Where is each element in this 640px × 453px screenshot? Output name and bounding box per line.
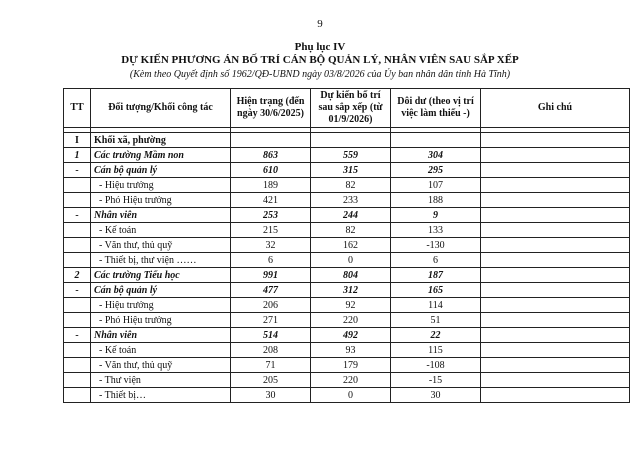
cell-note [481,388,630,403]
document-title: DỰ KIẾN PHƯƠNG ÁN BỐ TRÍ CÁN BỘ QUẢN LÝ, NHÂN VIÊN SAU SẮP XẾP [121,54,519,66]
header-note: Ghi chú [481,89,630,128]
table-row [64,343,630,358]
header-planned: Dự kiến bố trí sau sắp xếp (từ 01/9/2026) [311,89,391,128]
cell-subject: Cán bộ quản lý [91,163,231,178]
cell-surplus: 114 [391,298,481,313]
cell-current: 6 [231,253,311,268]
cell-current: 30 [231,388,311,403]
cell-tt: - [64,163,91,178]
cell-current: 610 [231,163,311,178]
cell-current: 991 [231,268,311,283]
cell-planned: 804 [311,268,391,283]
cell-planned: 220 [311,313,391,328]
cell-current: 253 [231,208,311,223]
cell-current: 421 [231,193,311,208]
cell-planned: 220 [311,373,391,388]
cell-current: 206 [231,298,311,313]
cell-planned: 82 [311,223,391,238]
cell-tt [64,358,91,373]
cell-subject: - Hiệu trưởng [91,298,231,313]
table-row [64,163,630,178]
cell-subject: Các trường Tiểu học [91,268,231,283]
cell-note [481,238,630,253]
cell-subject: - Thư viện [91,373,231,388]
cell-subject: Nhân viên [91,208,231,223]
cell-subject: - Kế toán [91,343,231,358]
cell-surplus: 22 [391,328,481,343]
cell-tt: 1 [64,148,91,163]
cell-surplus: 30 [391,388,481,403]
cell-note [481,178,630,193]
cell-surplus: 107 [391,178,481,193]
cell-planned: 315 [311,163,391,178]
cell-subject: - Văn thư, thủ quỹ [91,238,231,253]
cell-surplus: 133 [391,223,481,238]
table-row [64,388,630,403]
table-row [64,298,630,313]
table-row [64,148,630,163]
cell-note [481,148,630,163]
cell-tt [64,253,91,268]
cell-note [481,373,630,388]
cell-tt [64,298,91,313]
cell-tt [64,343,91,358]
cell-note [481,313,630,328]
cell-current: 189 [231,178,311,193]
cell-tt [64,193,91,208]
cell-note [481,298,630,313]
table-row [64,373,630,388]
table-row [64,268,630,283]
cell-surplus: -130 [391,238,481,253]
cell-current: 863 [231,148,311,163]
cell-subject: - Thiết bị, thư viện …… [91,253,231,268]
appendix-label: Phụ lục IV [294,41,346,53]
cell-current: 208 [231,343,311,358]
cell-planned: 244 [311,208,391,223]
cell-tt: 2 [64,268,91,283]
cell-tt [64,313,91,328]
table-row [64,193,630,208]
cell-planned: 233 [311,193,391,208]
table-row [64,283,630,298]
cell-current: 271 [231,313,311,328]
cell-surplus: -108 [391,358,481,373]
cell-note [481,283,630,298]
table-header-row [64,89,630,128]
table-row [64,223,630,238]
cell-surplus: -15 [391,373,481,388]
cell-subject: - Văn thư, thủ quỹ [91,358,231,373]
cell-surplus: 51 [391,313,481,328]
cell-current: 32 [231,238,311,253]
cell-surplus: 115 [391,343,481,358]
cell-subject: - Phó Hiệu trưởng [91,313,231,328]
cell-tt [64,178,91,193]
cell-current: 71 [231,358,311,373]
cell-subject: - Hiệu trưởng [91,178,231,193]
cell-tt: I [64,133,91,148]
cell-note [481,253,630,268]
cell-planned: 93 [311,343,391,358]
document-subtitle: (Kèm theo Quyết định số 1962/QĐ-UBND ngày 03/8/2026 của Ủy ban nhân dân tỉnh Hà Tĩnh) [129,69,511,80]
cell-planned: 492 [311,328,391,343]
cell-note [481,328,630,343]
table-row [64,358,630,373]
table-body [64,128,630,403]
cell-tt [64,223,91,238]
header-current: Hiện trạng (đến ngày 30/6/2025) [231,89,311,128]
cell-planned: 162 [311,238,391,253]
cell-planned: 0 [311,253,391,268]
cell-tt [64,388,91,403]
table-row [64,238,630,253]
cell-surplus: 187 [391,268,481,283]
cell-subject: - Thiết bị… [91,388,231,403]
cell-note [481,133,630,148]
cell-surplus: 295 [391,163,481,178]
header-surplus: Dôi dư (theo vị trí việc làm thiếu -) [391,89,481,128]
cell-current: 205 [231,373,311,388]
table-row [64,328,630,343]
cell-surplus: 304 [391,148,481,163]
cell-tt: - [64,328,91,343]
cell-surplus: 188 [391,193,481,208]
cell-tt: - [64,283,91,298]
cell-note [481,193,630,208]
cell-planned: 92 [311,298,391,313]
cell-planned: 179 [311,358,391,373]
table-row [64,253,630,268]
cell-planned: 0 [311,388,391,403]
cell-subject: Khối xã, phường [91,133,231,148]
cell-current [231,133,311,148]
page-number: 9 [317,18,323,30]
cell-surplus: 165 [391,283,481,298]
cell-subject: Cán bộ quản lý [91,283,231,298]
cell-subject: Các trường Mầm non [91,148,231,163]
cell-current: 514 [231,328,311,343]
table-row [64,313,630,328]
cell-note [481,163,630,178]
cell-subject: - Kế toán [91,223,231,238]
cell-planned: 312 [311,283,391,298]
staffing-table [63,88,630,403]
cell-planned: 559 [311,148,391,163]
cell-surplus: 9 [391,208,481,223]
cell-subject: Nhân viên [91,328,231,343]
cell-note [481,208,630,223]
cell-note [481,268,630,283]
table-row [64,133,630,148]
cell-tt [64,373,91,388]
cell-note [481,358,630,373]
cell-current: 215 [231,223,311,238]
cell-tt [64,238,91,253]
header-tt: TT [64,89,91,128]
cell-note [481,223,630,238]
table-row [64,178,630,193]
table-row [64,208,630,223]
cell-surplus: 6 [391,253,481,268]
cell-note [481,343,630,358]
cell-planned [311,133,391,148]
cell-tt: - [64,208,91,223]
cell-current: 477 [231,283,311,298]
cell-planned: 82 [311,178,391,193]
cell-subject: - Phó Hiệu trưởng [91,193,231,208]
cell-surplus [391,133,481,148]
header-subject: Đối tượng/Khối công tác [91,89,231,128]
